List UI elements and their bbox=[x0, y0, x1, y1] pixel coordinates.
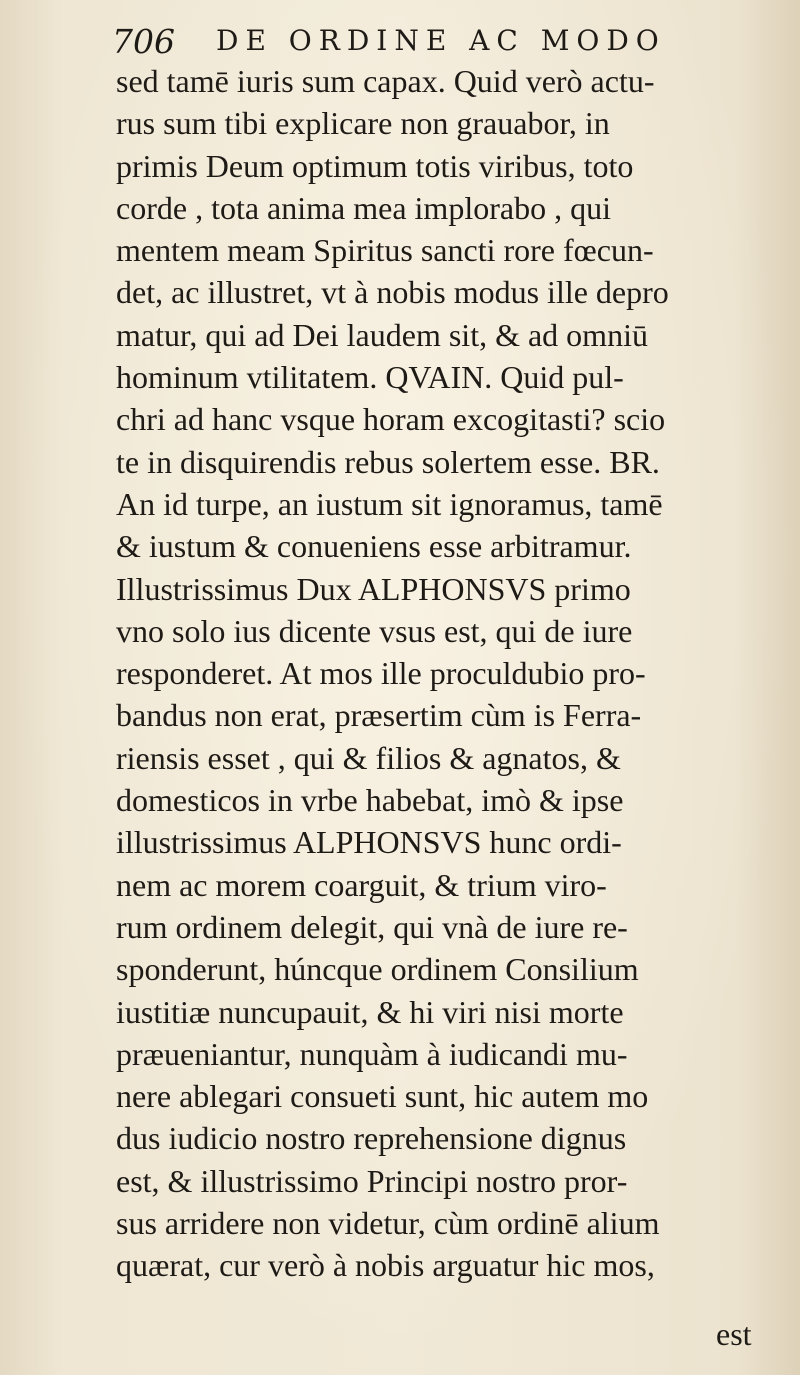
text-line: sed tamē iuris sum capax. Quid verò actu- bbox=[116, 63, 655, 99]
text-line: & iustum & conueniens esse arbitramur. bbox=[116, 528, 632, 565]
text-line: sponderunt, húncque ordinem Consilium bbox=[116, 951, 639, 988]
text-line: An id turpe, an iustum sit ignoramus, tamē bbox=[116, 485, 663, 522]
text-line: nem ac morem coarguit, & trium viro- bbox=[116, 866, 607, 903]
text-line: illustrissimus ALPHONSVS hunc ordi- bbox=[116, 824, 622, 861]
catchword: est bbox=[716, 1316, 752, 1352]
body-text bbox=[116, 60, 776, 1287]
text-line: matur, qui ad Dei laudem sit, & ad omniū bbox=[116, 316, 648, 353]
text-line: corde , tota anima mea implorabo , qui bbox=[116, 189, 611, 226]
text-line: mentem meam Spiritus sancti rore fœcun- bbox=[116, 232, 654, 269]
page-number: 706 bbox=[112, 22, 175, 61]
text-line: quærat, cur verò à nobis arguatur hic mos, bbox=[116, 1247, 655, 1284]
text-line: det, ac illustret, vt à nobis modus ille depro bbox=[116, 274, 669, 311]
text-line: dus iudicio nostro reprehensione dignus bbox=[116, 1120, 627, 1157]
text-line: vno solo ius dicente vsus est, qui de iure bbox=[116, 612, 633, 649]
text-line: te in disquirendis rebus solertem esse. BR. bbox=[116, 443, 660, 480]
text-line: iustitiæ nuncupauit, & hi viri nisi morte bbox=[116, 993, 624, 1030]
text-line: nere ablegari consueti sunt, hic autem mo bbox=[116, 1078, 649, 1115]
page-header bbox=[112, 18, 712, 64]
text-line: domesticos in vrbe habebat, imò & ipse bbox=[116, 782, 624, 819]
text-line: præueniantur, nunquàm à iudicandi mu- bbox=[116, 1035, 628, 1072]
running-title: DE ORDINE AC MODO bbox=[216, 24, 666, 57]
text-line: hominum vtilitatem. QVAIN. Quid pul- bbox=[116, 359, 624, 396]
text-line: bandus non erat, præsertim cùm is Ferra- bbox=[116, 697, 642, 734]
text-line: riensis esset , qui & filios & agnatos, & bbox=[116, 739, 621, 776]
text-line: Illustrissimus Dux ALPHONSVS primo bbox=[116, 570, 631, 607]
text-line: est, & illustrissimo Principi nostro pror- bbox=[116, 1162, 628, 1199]
text-line: chri ad hanc vsque horam excogitasti? scio bbox=[116, 401, 666, 438]
text-line: primis Deum optimum totis viribus, toto bbox=[116, 147, 634, 184]
text-line: responderet. At mos ille proculdubio pro- bbox=[116, 655, 646, 692]
text-line: rum ordinem delegit, qui vnà de iure re- bbox=[116, 908, 628, 945]
text-line: sus arridere non videtur, cùm ordinē alium bbox=[116, 1205, 660, 1242]
text-line: rus sum tibi explicare non grauabor, in bbox=[116, 105, 610, 142]
